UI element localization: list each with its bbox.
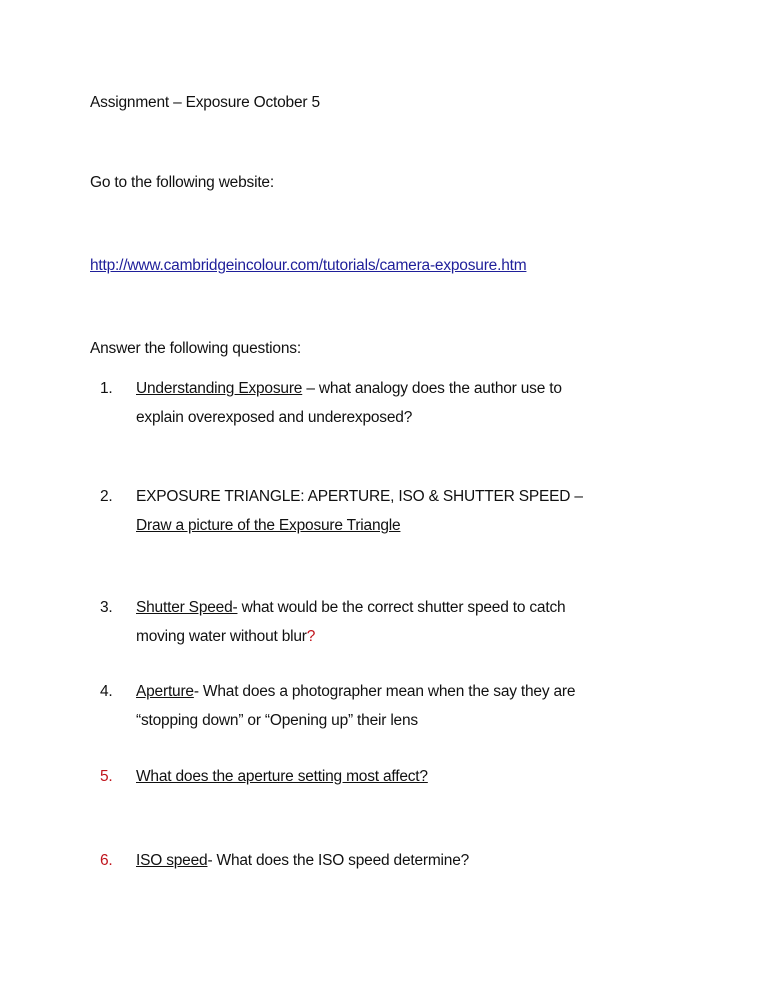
question-5 bbox=[100, 762, 740, 791]
question-text-line2: explain overexposed and underexposed? bbox=[136, 409, 413, 426]
question-text: what would be the correct shutter speed to catch bbox=[237, 599, 566, 616]
question-task: Draw a picture of the Exposure Triangle bbox=[136, 517, 401, 534]
red-question-mark: ? bbox=[306, 628, 316, 645]
document-title: Assignment – Exposure October 5 bbox=[90, 94, 320, 111]
question-number: 3. bbox=[100, 599, 113, 616]
question-text: - What does a photographer mean when the say they are bbox=[193, 683, 576, 700]
question-2 bbox=[100, 482, 740, 540]
tutorial-link[interactable]: http://www.cambridgeincolour.com/tutorials/camera-exposure.htm bbox=[90, 257, 527, 274]
question-6 bbox=[100, 846, 740, 875]
question-topic: What does the aperture setting most affect? bbox=[136, 768, 428, 785]
question-topic: Aperture bbox=[136, 683, 194, 700]
answer-intro: Answer the following questions: bbox=[90, 340, 301, 357]
question-number: 6. bbox=[100, 852, 113, 869]
question-4 bbox=[100, 677, 740, 735]
question-number: 5. bbox=[100, 768, 113, 785]
question-text-line2: moving water without blur bbox=[136, 628, 307, 645]
question-topic: Shutter Speed- bbox=[136, 599, 238, 616]
question-text: - What does the ISO speed determine? bbox=[207, 852, 470, 869]
question-3 bbox=[100, 593, 740, 651]
question-text: EXPOSURE TRIANGLE: APERTURE, ISO & SHUTTER SPEED – bbox=[136, 488, 583, 505]
instruction-text: Go to the following website: bbox=[90, 174, 274, 191]
question-topic: Understanding Exposure bbox=[136, 380, 303, 397]
question-text-line2: “stopping down” or “Opening up” their lens bbox=[136, 712, 418, 729]
question-number: 4. bbox=[100, 683, 113, 700]
question-number: 1. bbox=[100, 380, 113, 397]
question-text: – what analogy does the author use to bbox=[302, 380, 562, 397]
question-number: 2. bbox=[100, 488, 113, 505]
question-topic: ISO speed bbox=[136, 852, 208, 869]
question-1 bbox=[100, 374, 740, 432]
